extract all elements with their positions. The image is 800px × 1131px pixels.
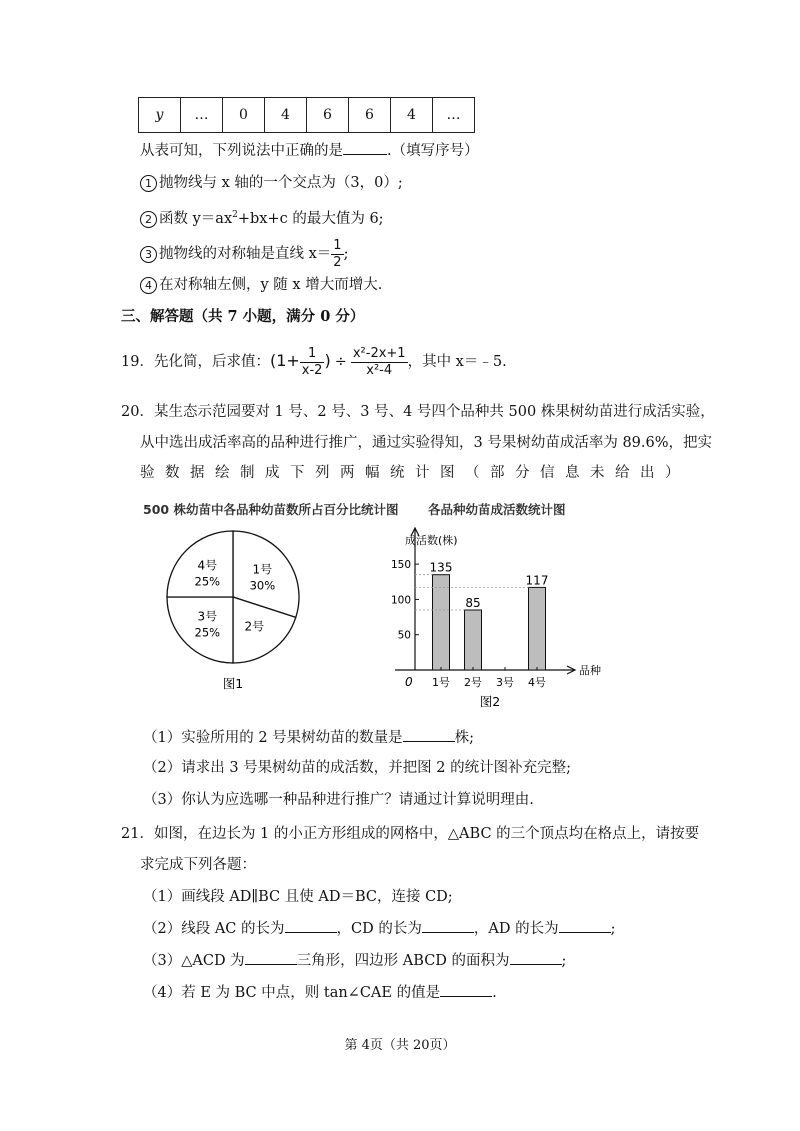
option-number-badge: 2 [140, 211, 157, 228]
pie-slice-value-label: 25% [194, 625, 221, 640]
y-tick-label: 150 [390, 559, 411, 572]
bar-value-label: 85 [465, 596, 481, 610]
pie-chart-title: 500 株幼苗中各品种幼苗数所占百分比统计图 [143, 502, 399, 517]
bar-chart [390, 520, 620, 720]
question-text: （3）△ACD 为 [143, 953, 245, 969]
question-20-line3: 验数据绘制成下列两幅统计图（部分信息未给出） [140, 465, 690, 481]
question-text: ; [610, 921, 616, 937]
pie-slice-label: 2号 [244, 619, 265, 634]
division-sign: ÷ [334, 354, 347, 370]
option-number-badge: 4 [140, 277, 157, 294]
q18-option-4 [140, 275, 382, 295]
x-tick-label: 3号 [496, 676, 514, 689]
math-paren: (1+ [269, 351, 300, 370]
answer-blank[interactable] [403, 727, 455, 742]
fraction [331, 238, 343, 271]
q18-prompt-text: 从表可知，下列说法中正确的是 [140, 143, 343, 159]
pie-slice-value-label: 25% [194, 574, 221, 589]
value-table [138, 97, 475, 133]
table-cell: … [433, 98, 475, 133]
question-21-line2: 求完成下列各题： [140, 857, 256, 873]
option-text: 在对称轴左侧，y 随 x 增大而增大. [159, 277, 383, 293]
pie-chart [165, 522, 315, 692]
fraction [351, 346, 408, 379]
question-text: ，其中 x＝﹣5. [407, 354, 507, 370]
question-20-line2: 从中选出成活率高的品种进行推广，通过实验得知，3 号果树幼苗成活率为 89.6%，把实 [140, 435, 713, 451]
bar-chart-caption: 图2 [479, 694, 501, 709]
question-text: ; [561, 953, 567, 969]
fraction-numerator: 1 [300, 346, 325, 363]
table-cell: 6 [349, 98, 391, 133]
table-cell: 4 [265, 98, 307, 133]
question-text: 如图，在边长为 1 的小正方形组成的网格中，△ABC 的三个顶点均在格点上，请按要 [153, 826, 700, 842]
section-heading: 三、解答题（共 7 小题，满分 0 分） [121, 308, 365, 325]
question-text: 先化简，后求值： [153, 354, 270, 370]
answer-blank[interactable] [440, 982, 492, 997]
table-cell: 4 [391, 98, 433, 133]
bar [433, 575, 450, 670]
option-number-badge: 1 [140, 175, 157, 192]
x-tick-label: 4号 [528, 676, 546, 689]
q20-sub1 [143, 727, 474, 748]
x-tick-label: 1号 [432, 676, 450, 689]
question-text: （2）线段 AC 的长为 [143, 921, 285, 937]
pie-slice-label: 3号 [197, 609, 218, 624]
bar-chart-plot [391, 528, 601, 709]
y-tick-label: 50 [397, 629, 411, 642]
question-text: （4）若 E 为 BC 中点，则 tan∠CAE 的值是 [143, 985, 441, 1001]
q18-option-3 [140, 236, 348, 272]
question-text: ，CD 的长为 [336, 921, 422, 937]
table-cell: … [181, 98, 223, 133]
question-text: ，AD 的长为 [473, 921, 559, 937]
q20-sub3: （3）你认为应选哪一种品种进行推广？请通过计算说明理由. [143, 792, 534, 808]
question-number: 20． [121, 404, 154, 420]
question-number: 19． [121, 354, 154, 370]
option-text: 抛物线的对称轴是直线 x＝ [159, 246, 332, 262]
q21-sub3 [143, 950, 566, 971]
fraction-denominator: 2 [333, 254, 342, 270]
answer-blank[interactable] [510, 950, 562, 965]
q18-option-1 [140, 173, 403, 193]
option-text: 函数 y＝ax [159, 210, 233, 227]
fraction-denominator: x-2 [301, 362, 323, 378]
fraction-denominator: x²-4 [366, 362, 393, 378]
x-axis-label: 品种 [579, 664, 601, 677]
table-cell: y [139, 98, 181, 133]
q18-prompt-tail: .（填写序号） [387, 143, 479, 159]
bar [465, 610, 482, 670]
pie-slice-value-label: 30% [249, 578, 276, 593]
origin-label: 0 [405, 675, 413, 689]
table-cell: 6 [307, 98, 349, 133]
question-21-line1 [121, 824, 699, 844]
table-row [139, 98, 475, 133]
answer-blank[interactable] [245, 950, 297, 965]
question-20-line1 [121, 402, 715, 422]
bar-value-label: 135 [429, 560, 453, 575]
question-text: 某生态示范园要对 1 号、2 号、3 号、4 号四个品种共 500 株果树幼苗进行成活实验， [153, 404, 715, 420]
q20-sub2: （2）请求出 3 号果树幼苗的成活数，并把图 2 的统计图补充完整; [143, 760, 571, 776]
y-axis-label: 成活数(株) [405, 534, 458, 547]
y-tick-label: 100 [390, 594, 411, 607]
question-19 [121, 340, 507, 383]
question-number: 21． [121, 826, 154, 842]
q21-sub1: （1）画线段 AD∥BC 且使 AD＝BC，连接 CD; [143, 889, 453, 905]
math-paren: ) [324, 351, 331, 370]
q21-sub4 [143, 982, 497, 1003]
q21-sub2 [143, 918, 615, 939]
fraction-numerator: 1 [333, 237, 342, 253]
option-text: ; [343, 246, 349, 262]
bar-chart-title: 各品种幼苗成活数统计图 [428, 502, 566, 517]
answer-blank[interactable] [343, 140, 387, 155]
pie-slices [167, 531, 299, 663]
question-text: 三角形，四边形 ABCD 的面积为 [296, 953, 510, 969]
option-text: +bx+c 的最大值为 6; [237, 210, 384, 227]
x-tick-label: 2号 [464, 676, 482, 689]
q18-prompt [140, 140, 479, 161]
pie-slice-label: 4号 [197, 558, 218, 573]
question-text: 株; [454, 730, 475, 746]
answer-blank[interactable] [422, 918, 474, 933]
q18-option-2 [140, 205, 384, 229]
page-footer: 第 4页（共 20页） [344, 1038, 456, 1053]
question-text: （1）实验所用的 2 号果树幼苗的数量是 [143, 730, 403, 746]
option-text: 抛物线与 x 轴的一个交点为（3，0）; [159, 175, 403, 191]
superscript: 2 [232, 210, 238, 220]
option-number-badge: 3 [140, 246, 157, 263]
question-text: . [492, 985, 497, 1001]
bar [529, 587, 546, 670]
fraction-numerator: x²-2x+1 [352, 345, 406, 361]
pie-caption: 图1 [222, 676, 244, 691]
table-cell: 0 [223, 98, 265, 133]
pie-slice-label: 1号 [252, 562, 273, 577]
answer-blank[interactable] [285, 918, 337, 933]
answer-blank[interactable] [559, 918, 611, 933]
bar-value-label: 117 [525, 573, 549, 588]
fraction [300, 346, 325, 379]
